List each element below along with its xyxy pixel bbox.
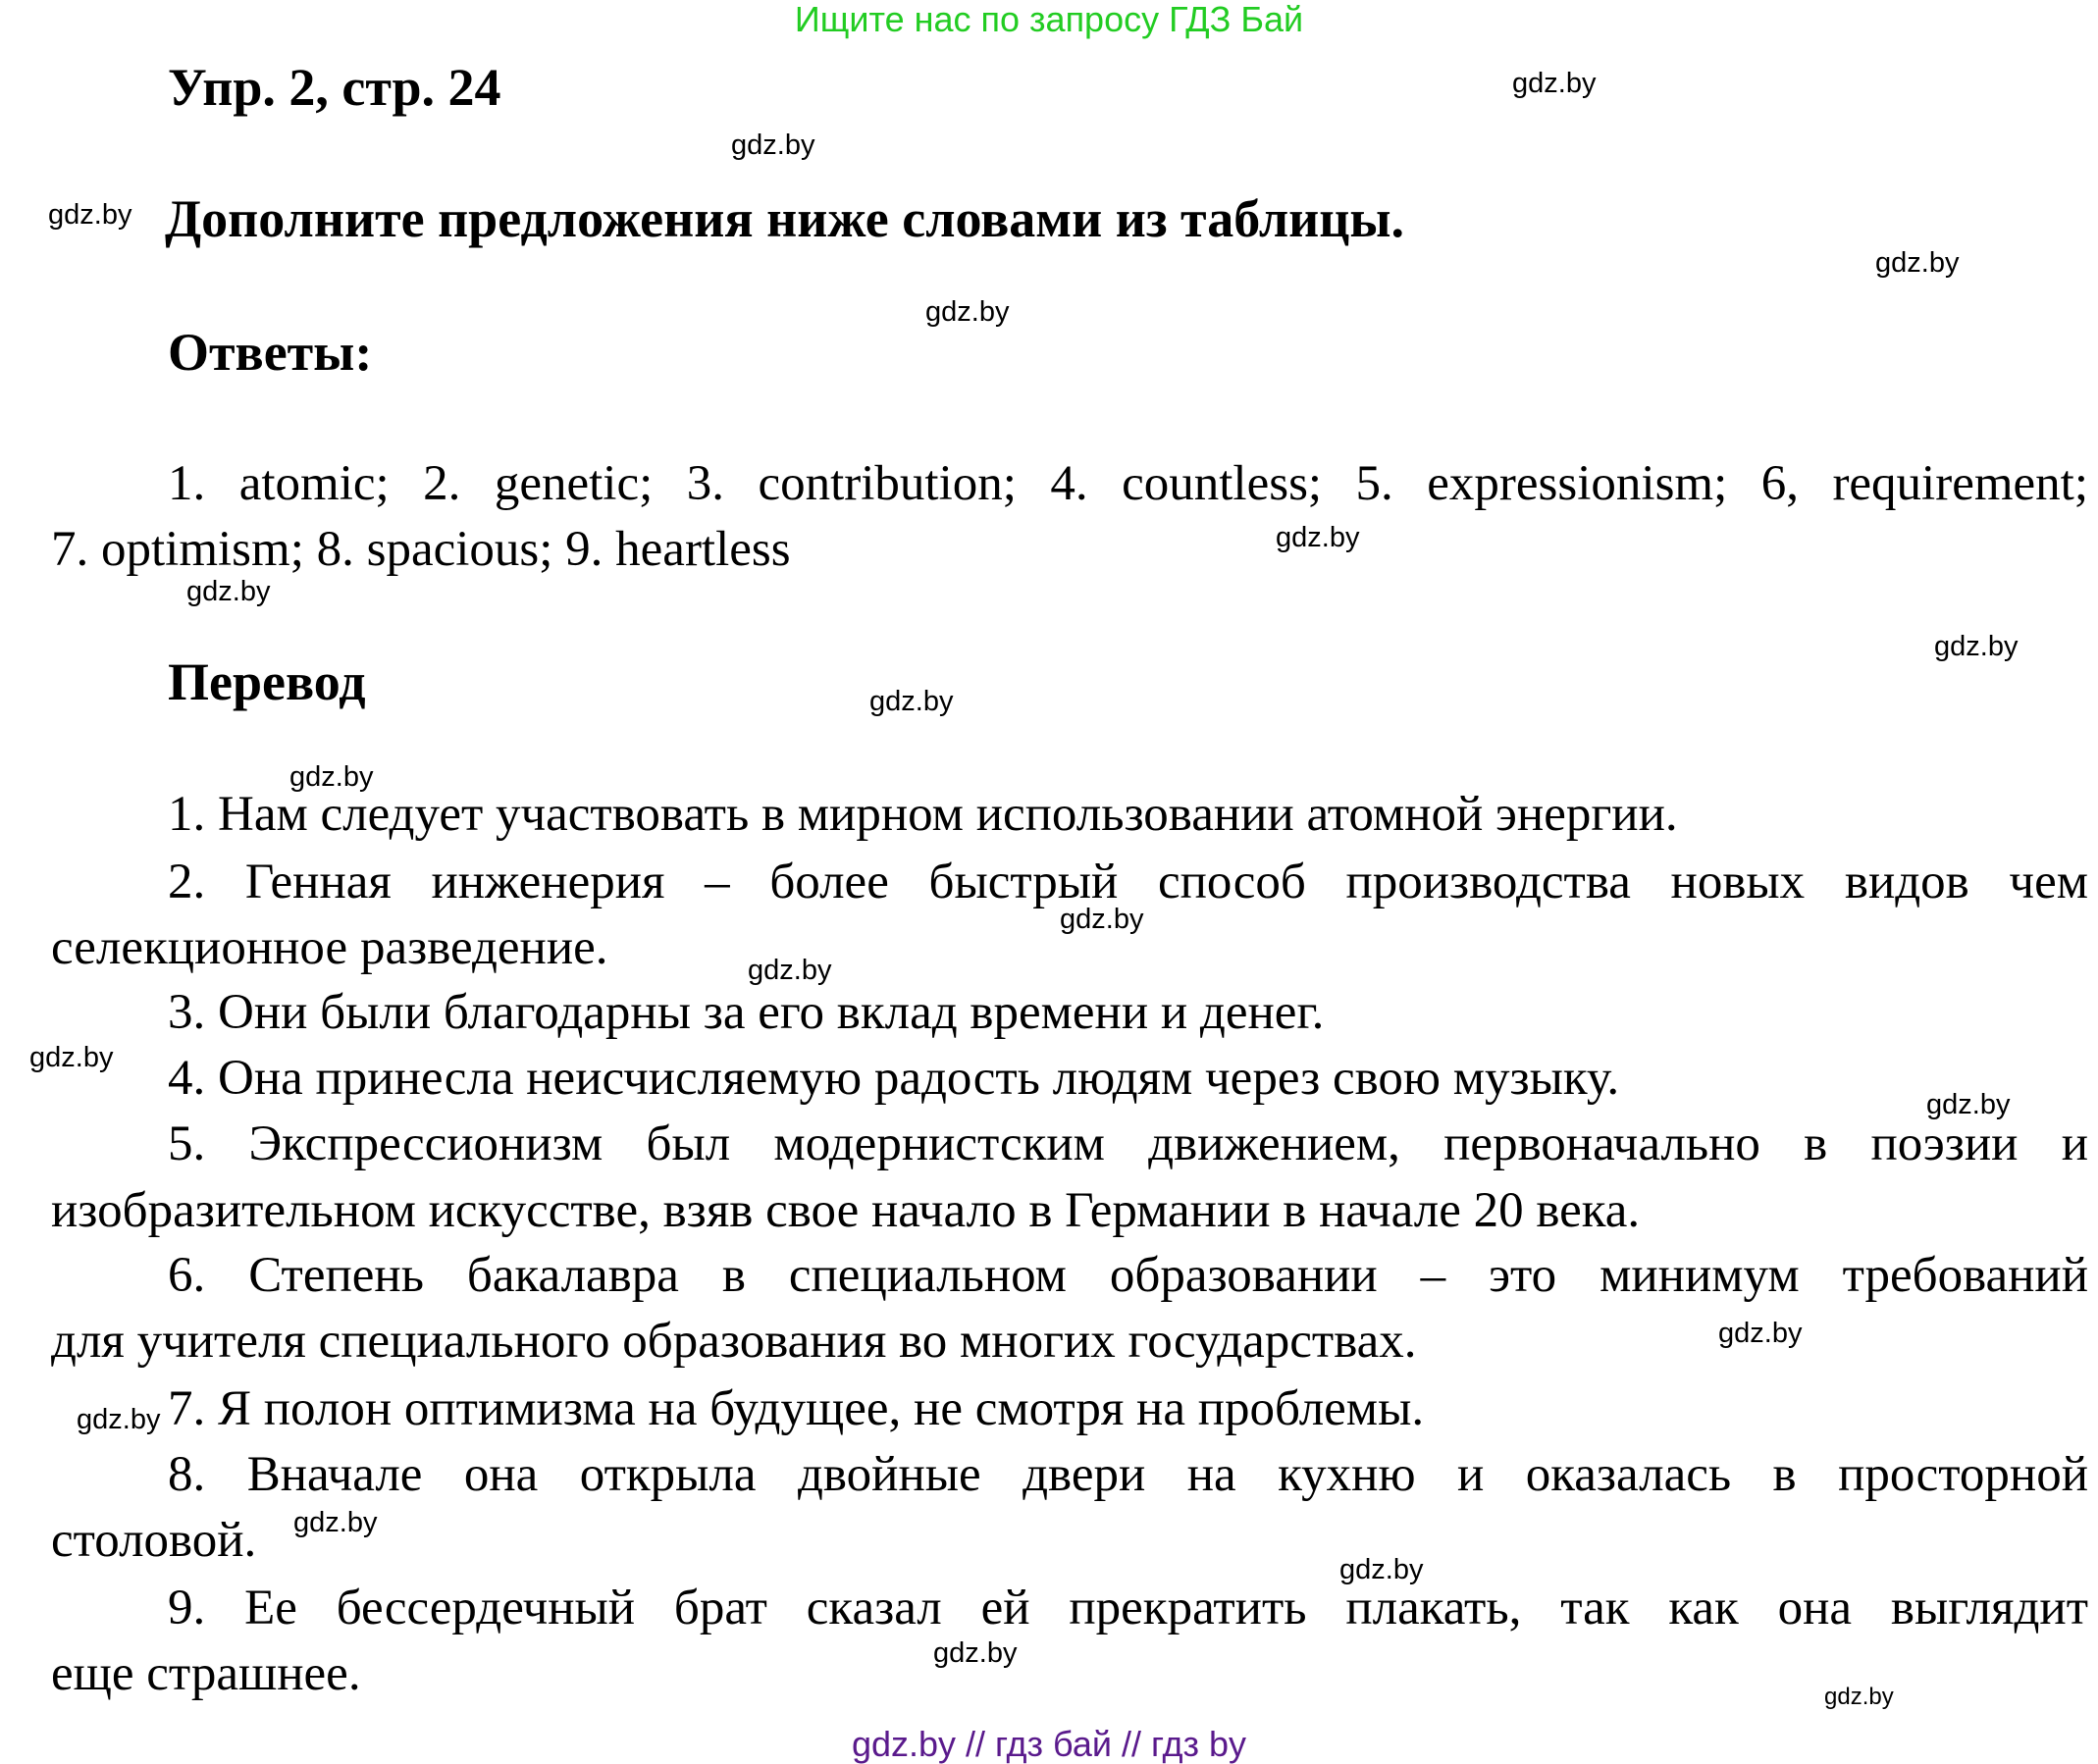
translation-line: 8. Вначале она открыла двойные двери на кухню и оказалась в просторной [168,1447,2088,1502]
watermark: gdz.by [933,1637,1018,1669]
translation-heading: Перевод [168,652,366,711]
translation-line: селекционное разведение. [51,920,608,975]
watermark: gdz.by [77,1404,161,1435]
watermark: gdz.by [1339,1554,1424,1585]
translation-line: столовой. [51,1513,257,1568]
watermark: gdz.by [1934,631,2019,662]
watermark: gdz.by [748,955,832,986]
translation-line: 2. Генная инженерия – более быстрый способ производства новых видов чем [168,855,2088,909]
exercise-title: Упр. 2, стр. 24 [168,58,501,117]
translation-line: для учителя специального образования во многих государствах. [51,1314,1417,1369]
translation-line: 9. Ее бессердечный брат сказал ей прекратить плакать, так как она выглядит [168,1581,2088,1635]
watermark: gdz.by [48,199,132,231]
translation-line: 1. Нам следует участвовать в мирном использовании атомной энергии. [168,787,1678,842]
answers-line-2: 7. optimism; 8. spacious; 9. heartless [51,522,791,577]
footer-links[interactable]: gdz.by // гдз бай // гдз by [851,1724,1247,1764]
answers-line-1: 1. atomic; 2. genetic; 3. contribution; 4. countless; 5. expressionism; 6, requirement; [168,456,2088,511]
watermark: gdz.by [1926,1089,2011,1120]
answers-heading: Ответы: [168,323,373,382]
watermark: gdz.by [289,761,374,793]
watermark: gdz.by [293,1507,378,1538]
translation-line: изобразительном искусстве, взяв свое начало в Германии в начале 20 века. [51,1183,1641,1238]
translation-line: 3. Они были благодарны за его вклад времени и денег. [168,985,1325,1040]
watermark: gdz.by [1060,904,1144,935]
translation-line: 5. Экспрессионизм был модернистским движением, первоначально в поэзии и [168,1116,2088,1171]
watermark: gdz.by [1512,68,1597,99]
translation-line: еще страшнее. [51,1646,361,1701]
translation-line: 6. Степень бакалавра в специальном образовании – это минимум требований [168,1248,2088,1303]
watermark: gdz.by [731,130,815,161]
exercise-instruction: Дополните предложения ниже словами из таблицы. [165,189,1405,248]
watermark: gdz.by [186,576,271,607]
watermark: gdz.by [29,1042,114,1073]
watermark: gdz.by [1718,1318,1803,1349]
top-banner[interactable]: Ищите нас по запросу ГДЗ Бай [794,0,1304,39]
watermark: gdz.by [925,296,1010,328]
watermark: gdz.by [869,686,954,717]
watermark: gdz.by [1276,522,1360,553]
watermark: gdz.by [1824,1684,1894,1710]
translation-line: 7. Я полон оптимизма на будущее, не смотря на проблемы. [168,1381,1425,1436]
watermark: gdz.by [1875,247,1960,279]
translation-line: 4. Она принесла неисчисляемую радость людям через свою музыку. [168,1051,1620,1106]
